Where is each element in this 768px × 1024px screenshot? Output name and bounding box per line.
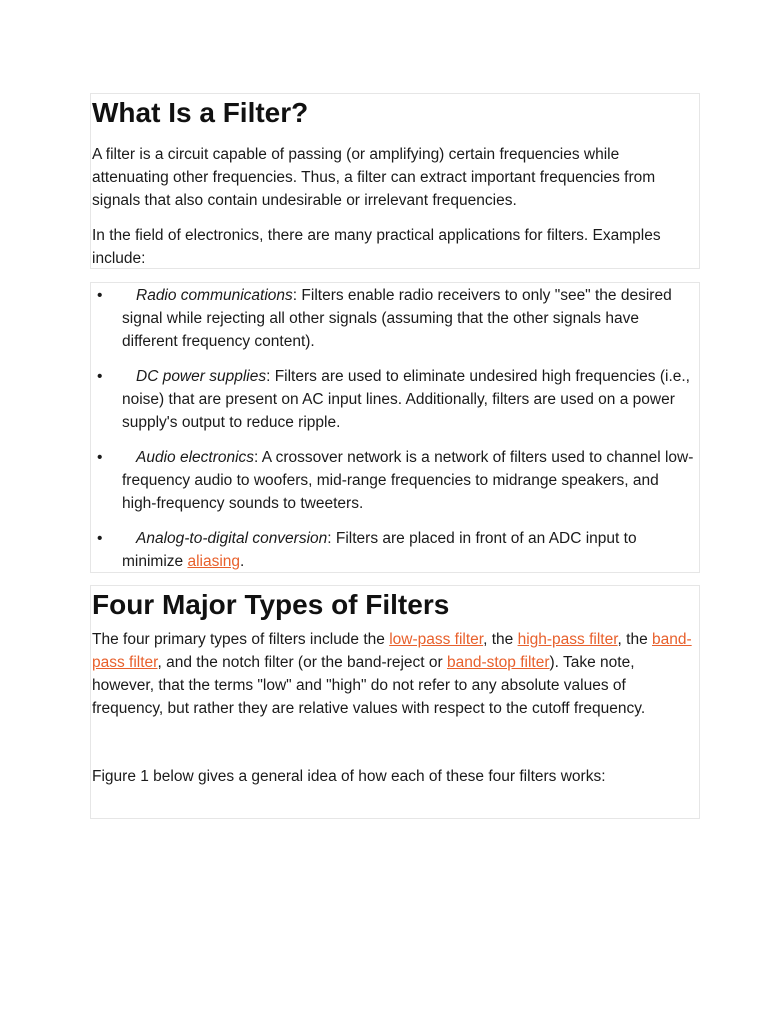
band-pass-filter-link[interactable]: band-pass filter <box>92 631 692 671</box>
bullet: • <box>97 368 103 385</box>
example-text: : Filters are used to eliminate undesired high frequencies (i.e., noise) that are present on AC input lines. Additionally, filters are used on a power supply's output to reduce ripple. <box>122 368 690 431</box>
text: , the <box>483 631 518 648</box>
list-item <box>97 527 695 573</box>
page-title: What Is a Filter? <box>92 97 309 128</box>
example-term: DC power supplies <box>136 368 267 385</box>
bullet: • <box>97 530 103 547</box>
intro-paragraph: A filter is a circuit capable of passing (or amplifying) certain frequencies while attenuating other frequencies. Thus, a filter can extract important frequencies from signals that also contain undesirable or irrelevant frequencies. <box>92 146 656 209</box>
low-pass-filter-link[interactable]: low-pass filter <box>389 631 484 648</box>
example-term: Radio communications <box>136 287 293 304</box>
section-heading: Four Major Types of Filters <box>92 589 450 620</box>
band-stop-filter-link[interactable]: band-stop filter <box>446 654 550 671</box>
text: , the <box>617 631 653 648</box>
example-text: : Filters are placed in front of an ADC input to minimize <box>122 530 637 570</box>
filter-types-paragraph <box>92 628 695 720</box>
text: The four primary types of filters include the <box>92 631 390 648</box>
example-term: Audio electronics <box>136 449 255 466</box>
bullet: • <box>97 449 103 466</box>
filter-types-section <box>90 585 700 819</box>
applications-paragraph: In the field of electronics, there are many practical applications for filters. Examples include: <box>92 227 661 267</box>
examples-section <box>90 282 700 573</box>
example-term: Analog-to-digital conversion <box>136 530 328 547</box>
high-pass-filter-link[interactable]: high-pass filter <box>517 631 618 648</box>
list-item <box>97 284 695 353</box>
text: ). Take note, however, that the terms "low" and "high" do not refer to any absolute values of frequency, but rather they are relative values with respect to the cutoff frequency. <box>92 654 646 717</box>
aliasing-link[interactable]: aliasing <box>187 553 241 570</box>
figure-intro-paragraph: Figure 1 below gives a general idea of how each of these four filters works: <box>92 768 606 785</box>
example-text: : Filters enable radio receivers to only "see" the desired signal while rejecting all other signals (assuming that the other signals have different frequency content). <box>122 287 672 350</box>
list-item <box>97 446 695 515</box>
example-text-end: . <box>240 553 245 570</box>
bullet: • <box>97 287 103 304</box>
text: , and the notch filter (or the band-reject or <box>157 654 447 671</box>
example-text: : A crossover network is a network of filters used to channel low-frequency audio to woofers, mid-range frequencies to midrange speakers, and high-frequency sounds to tweeters. <box>122 449 694 512</box>
list-item <box>97 365 695 434</box>
intro-section <box>90 93 700 269</box>
